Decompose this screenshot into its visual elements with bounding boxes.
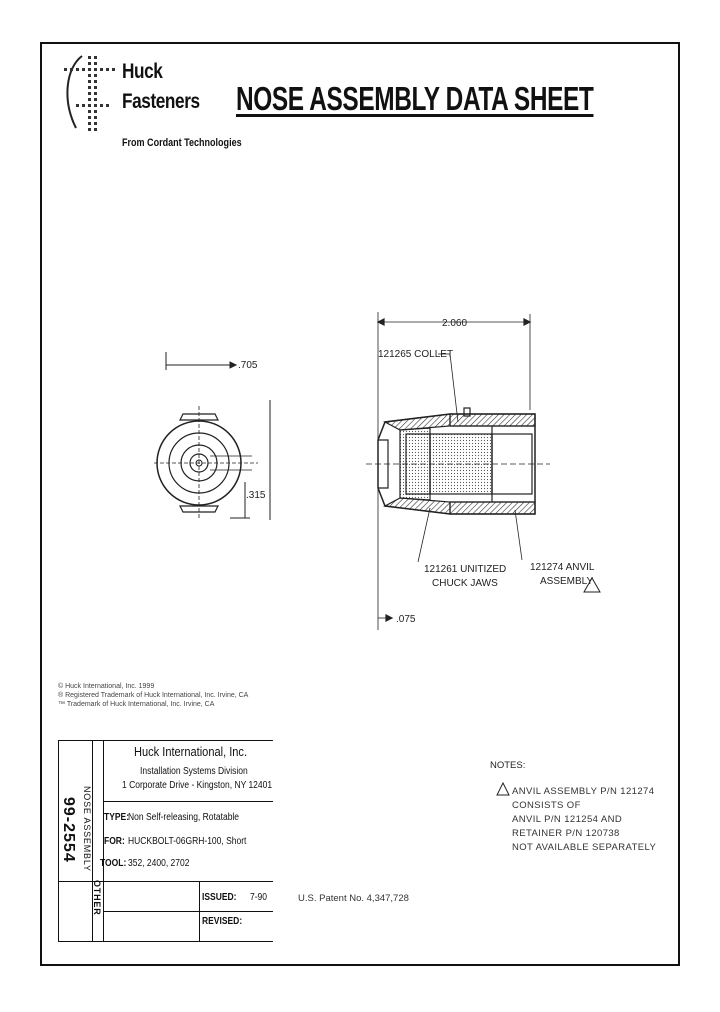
nose-assembly-drawing: [150, 310, 640, 640]
for-label: FOR:: [104, 836, 125, 847]
doc-number: 99-2554: [60, 797, 77, 863]
jaws-label-2: CHUCK JAWS: [432, 578, 498, 589]
left-dim-label: .705: [238, 360, 258, 371]
note-line: ANVIL ASSEMBLY P/N 121274: [512, 786, 655, 797]
vertical-label: NOSE ASSEMBLY: [82, 786, 92, 872]
anvil-label-2: ASSEMBLY: [540, 576, 594, 587]
tool-label: TOOL:: [100, 858, 127, 869]
for-value: HUCKBOLT-06GRH-100, Short: [128, 836, 247, 847]
issued-label: ISSUED:: [202, 892, 237, 903]
bottom-dim-label: .075: [396, 614, 416, 625]
type-label: TYPE:: [104, 812, 130, 823]
note-line: RETAINER P/N 120738: [512, 828, 620, 839]
left-dim2-label: .315: [246, 490, 266, 501]
collet-label: 121265 COLLET: [378, 349, 454, 360]
copyright-line: © Huck International, Inc. 1999: [58, 683, 155, 690]
tool-value: 352, 2400, 2702: [128, 858, 190, 869]
revised-label: REVISED:: [202, 916, 243, 927]
company-address: 1 Corporate Drive - Kingston, NY 12401: [122, 780, 273, 791]
patent-number: U.S. Patent No. 4,347,728: [298, 893, 409, 904]
huck-logo-icon: [56, 48, 122, 144]
company-name: Huck International, Inc.: [134, 744, 248, 759]
trademark-line: ™ Trademark of Huck International, Inc. Irvine, CA: [58, 701, 215, 708]
page-title: NOSE ASSEMBLY DATA SHEET: [236, 80, 594, 117]
notes-heading: NOTES:: [490, 760, 526, 771]
issued-value: 7-90: [250, 892, 268, 903]
overall-dim-label: 2.060: [442, 318, 468, 329]
jaws-label-1: 121261 UNITIZED: [424, 564, 507, 575]
brand-line-1: Huck: [122, 60, 163, 83]
type-value: Non Self-releasing, Rotatable: [128, 812, 240, 823]
other-label: OTHER: [92, 880, 102, 916]
note-line: CONSISTS OF: [512, 800, 581, 811]
trademark-line: ® Registered Trademark of Huck International, Inc. Irvine, CA: [58, 692, 249, 699]
warning-triangle-icon: [496, 782, 510, 796]
division-name: Installation Systems Division: [140, 766, 248, 777]
note-line: NOT AVAILABLE SEPARATELY: [512, 842, 657, 853]
note-line: ANVIL P/N 121254 AND: [512, 814, 623, 825]
brand-tagline: From Cordant Technologies: [122, 137, 242, 149]
anvil-label-1: 121274 ANVIL: [530, 562, 595, 573]
brand-line-2: Fasteners: [122, 90, 200, 113]
